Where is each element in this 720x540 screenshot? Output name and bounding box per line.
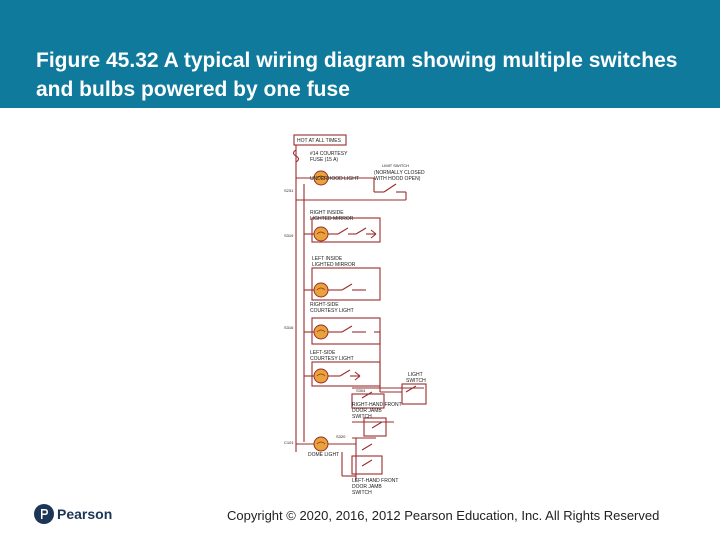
wiring-diagram <box>276 130 456 502</box>
splice-label: S304 <box>356 388 366 393</box>
right-door-label-line1: RIGHT-HAND FRONT <box>352 402 402 408</box>
underhood-light-label: UNDERHOOD LIGHT <box>310 176 359 182</box>
left-door-label-line1: LEFT-HAND FRONT <box>352 478 399 484</box>
left-mirror-label-line1: LEFT INSIDE <box>312 256 343 262</box>
limit-switch-label-line3: WITH HOOD OPEN) <box>374 176 421 182</box>
right-mirror-bulb <box>314 227 328 241</box>
splice-label: S319 <box>284 233 294 238</box>
pearson-p-icon <box>34 504 54 524</box>
right-courtesy-bulb <box>314 325 328 339</box>
right-courtesy-label-line2: COURTESY LIGHT <box>310 308 354 314</box>
limit-switch-label: LIMIT SWITCH <box>382 163 410 168</box>
left-courtesy-label-line1: LEFT-SIDE <box>310 350 336 356</box>
left-mirror-bulb <box>314 283 328 297</box>
left-door-label-line2: DOOR JAMB <box>352 484 382 490</box>
left-courtesy-label-line2: COURTESY LIGHT <box>310 356 354 362</box>
right-door-label-line3: SWITCH <box>352 414 372 420</box>
light-switch-label-line2: SWITCH <box>406 378 426 384</box>
connector-label: C101 <box>284 440 294 445</box>
hot-label: HOT AT ALL TIMES <box>297 138 341 144</box>
fuse-label-line1: #14 COURTESY <box>310 151 348 157</box>
dome-light-label: DOME LIGHT <box>308 452 340 458</box>
logo-wordmark: Pearson <box>57 506 113 522</box>
left-courtesy-bulb <box>314 369 328 383</box>
title-bar <box>0 0 720 108</box>
right-mirror-label-line2: LIGHTED MIRROR <box>310 216 354 222</box>
right-courtesy-label-line1: RIGHT-SIDE <box>310 302 339 308</box>
dome-light-bulb <box>314 437 328 451</box>
fuse-label-line2: FUSE (15 A) <box>310 157 339 163</box>
pearson-logo <box>34 504 112 524</box>
splice-label: S231 <box>284 188 294 193</box>
splice-label: S316 <box>284 325 294 330</box>
right-door-label-line2: DOOR JAMB <box>352 408 382 414</box>
slide-title: Figure 45.32 A typical wiring diagram showing multiple switches and bulbs powered by one fuse <box>36 49 678 101</box>
light-switch-label-line1: LIGHT <box>408 372 423 378</box>
limit-switch-label-line2: (NORMALLY CLOSED <box>374 170 425 176</box>
splice-label: S320 <box>336 434 346 439</box>
right-mirror-label-line1: RIGHT INSIDE <box>310 210 344 216</box>
left-mirror-label-line2: LIGHTED MIRROR <box>312 262 356 268</box>
left-door-label-line3: SWITCH <box>352 490 372 496</box>
copyright-text: Copyright © 2020, 2016, 2012 Pearson Education, Inc. All Rights Reserved <box>227 508 660 523</box>
